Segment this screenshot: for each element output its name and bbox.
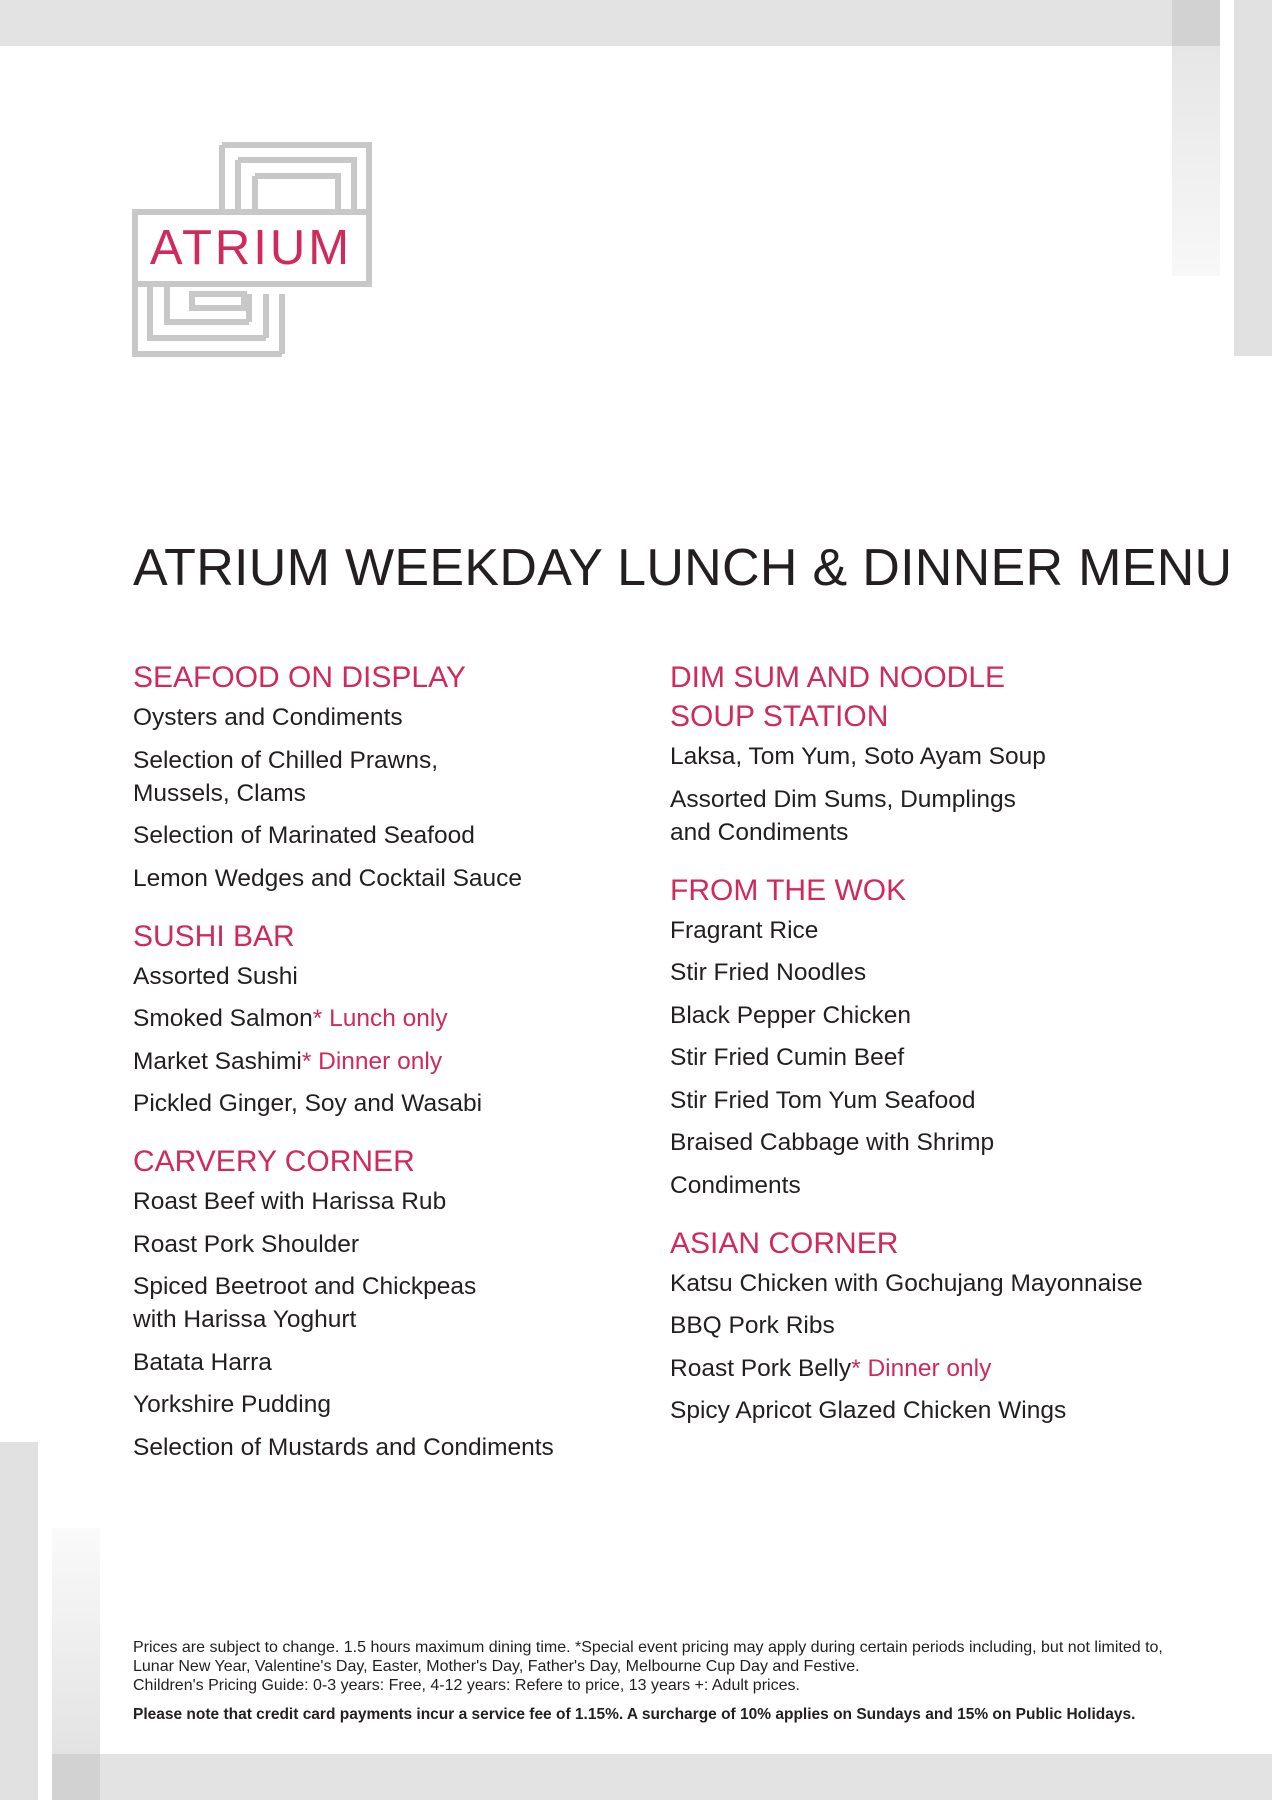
right-menu-column <box>670 658 1190 1449</box>
bottom-decorative-bar <box>52 1754 1272 1800</box>
section-title: ASIAN CORNER <box>670 1226 899 1260</box>
menu-item-label: Assorted Sushi <box>133 962 298 990</box>
availability-note: * Dinner only <box>301 1047 443 1075</box>
menu-item <box>133 1346 653 1379</box>
section-from-the-wok <box>670 871 1190 1202</box>
section-seafood-on-display <box>133 658 653 895</box>
menu-item-label: Black Pepper Chicken <box>670 1001 912 1029</box>
right-decorative-bar <box>1234 0 1272 356</box>
item-list <box>670 740 1190 849</box>
bottom-decorative-bar-cap <box>52 1754 100 1800</box>
menu-item <box>670 783 1050 849</box>
menu-item <box>133 819 653 852</box>
item-list <box>133 701 653 895</box>
section-title: CARVERY CORNER <box>133 1145 415 1178</box>
menu-item-label: Laksa, Tom Yum, Soto Ayam Soup <box>670 743 1046 770</box>
menu-item <box>133 1087 653 1120</box>
item-list <box>133 960 653 1121</box>
menu-item <box>133 1388 653 1421</box>
menu-item-label: Roast Pork Belly <box>670 1354 852 1382</box>
menu-item <box>670 1169 1190 1202</box>
menu-item <box>133 1045 653 1078</box>
section-title: DIM SUM AND NOODLE SOUP STATION <box>670 661 1006 733</box>
menu-item <box>670 1126 1190 1159</box>
section-carvery-corner <box>133 1142 653 1464</box>
menu-item <box>670 740 1190 773</box>
left-menu-column <box>133 658 653 1486</box>
menu-item-label: Assorted Dim Sums, Dumplings and Condiments <box>670 785 1016 846</box>
section-title: SEAFOOD ON DISPLAY <box>133 661 466 694</box>
top-decorative-bar <box>0 0 1220 46</box>
left-decorative-bar <box>0 1442 38 1800</box>
item-list <box>133 1185 653 1464</box>
menu-item <box>670 1309 1190 1342</box>
menu-item-label: Selection of Mustards and Condiments <box>133 1433 554 1461</box>
menu-item <box>133 701 653 734</box>
menu-item <box>670 1394 1190 1427</box>
menu-item-label: Stir Fried Noodles <box>670 959 867 986</box>
menu-item-label: Lemon Wedges and Cocktail Sauce <box>133 864 523 892</box>
right-fade-strip <box>1172 46 1220 276</box>
menu-item-label: Condiments <box>670 1171 801 1199</box>
menu-item-label: BBQ Pork Ribs <box>670 1312 835 1339</box>
menu-item <box>133 744 513 810</box>
menu-item-label: Katsu Chicken with Gochujang Mayonnaise <box>670 1269 1143 1297</box>
menu-item-label: Smoked Salmon <box>133 1005 313 1032</box>
menu-item-label: Batata Harra <box>133 1348 272 1376</box>
surcharge-note: Please note that credit card payments incur a service fee of 1.15%. A surcharge of 10% applies on Sundays and 15% on Public Holidays. <box>133 1706 1136 1723</box>
menu-item <box>133 1228 653 1261</box>
menu-item-label: Selection of Chilled Prawns, Mussels, Clams <box>133 746 439 807</box>
menu-item-label: Stir Fried Cumin Beef <box>670 1044 905 1071</box>
menu-item-label: Oysters and Condiments <box>133 704 403 731</box>
atrium-logo <box>132 142 372 358</box>
menu-item-label: Pickled Ginger, Soy and Wasabi <box>133 1090 483 1117</box>
menu-item-label: Braised Cabbage with Shrimp <box>670 1129 995 1156</box>
item-list <box>670 914 1190 1202</box>
menu-item-label: Roast Pork Shoulder <box>133 1230 360 1258</box>
menu-item <box>133 862 653 895</box>
menu-item-label: Stir Fried Tom Yum Seafood <box>670 1086 976 1114</box>
menu-title: ATRIUM WEEKDAY LUNCH & DINNER MENU <box>133 539 1233 597</box>
menu-item <box>670 1084 1190 1117</box>
menu-item-label: Spicy Apricot Glazed Chicken Wings <box>670 1397 1067 1424</box>
menu-item <box>670 1267 1190 1300</box>
menu-item <box>670 956 1190 989</box>
menu-item <box>133 1185 653 1218</box>
menu-item-label: Roast Beef with Harissa Rub <box>133 1188 447 1215</box>
top-decorative-bar-cap <box>1172 0 1220 46</box>
pricing-disclaimer: Prices are subject to change. 1.5 hours maximum dining time. *Special event pricing may apply during certain periods including, but not limited to, Lunar New Year, Valentine's Day, Easter, Mother's Day, Father's Day, Melbourne Cup Day and Festive. <box>133 1639 1163 1675</box>
availability-note: * Dinner only <box>851 1354 992 1382</box>
menu-item <box>670 999 1190 1032</box>
footer-notes <box>133 1638 1173 1724</box>
logo-wordmark: ATRIUM <box>149 221 353 275</box>
menu-item-label: Market Sashimi <box>133 1047 302 1075</box>
menu-item <box>133 1270 513 1336</box>
menu-item-label: Yorkshire Pudding <box>133 1391 331 1418</box>
section-sushi-bar <box>133 917 653 1121</box>
section-title: SUSHI BAR <box>133 919 295 953</box>
menu-item <box>670 914 1190 947</box>
menu-item-label: Selection of Marinated Seafood <box>133 822 475 849</box>
item-list <box>670 1267 1190 1428</box>
children-pricing-guide: Children's Pricing Guide: 0-3 years: Free, 4-12 years: Refere to price, 13 years +: Adult prices. <box>133 1677 800 1694</box>
menu-item <box>133 1431 653 1464</box>
left-fade-strip <box>52 1528 100 1754</box>
menu-item <box>670 1352 1190 1385</box>
menu-item-label: Spiced Beetroot and Chickpeas with Harissa Yoghurt <box>133 1273 477 1333</box>
section-title: FROM THE WOK <box>670 873 907 907</box>
menu-item <box>133 1002 653 1035</box>
section-asian-corner <box>670 1224 1190 1428</box>
menu-item <box>670 1041 1190 1074</box>
availability-note: * Lunch only <box>312 1005 448 1032</box>
section-dim-sum-noodle-soup <box>670 658 1190 849</box>
menu-item <box>133 960 653 993</box>
menu-item-label: Fragrant Rice <box>670 916 819 944</box>
